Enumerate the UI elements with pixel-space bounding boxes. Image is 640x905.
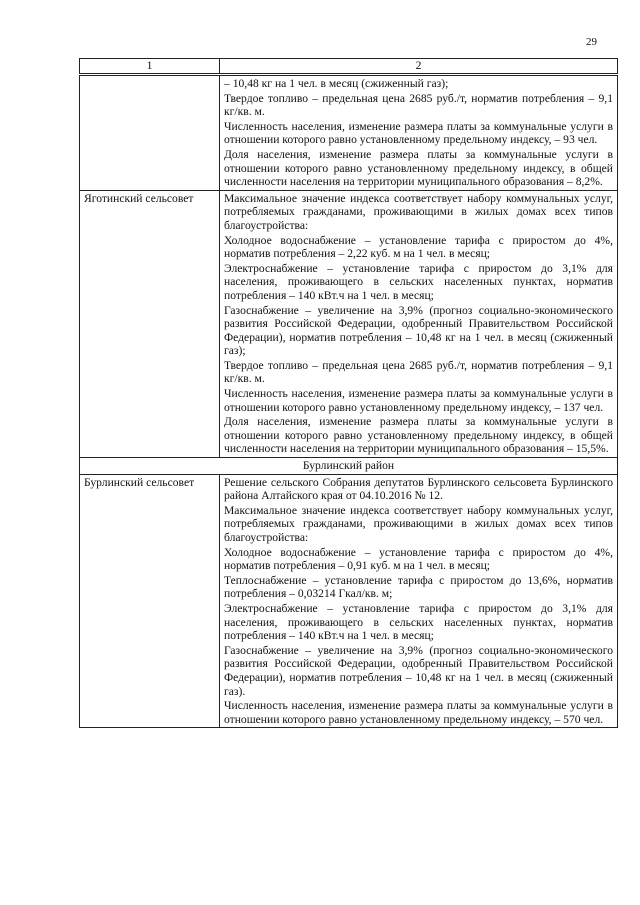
table-row (80, 474, 618, 728)
settlement-cell: Бурлинский сельсовет (80, 474, 220, 728)
paragraph: Численность населения, изменение размера платы за коммунальные услуги в отношении которого равно установленному предельному индексу, – 93 чел. (224, 119, 613, 147)
table-row (80, 75, 618, 191)
paragraph: Электроснабжение – установление тарифа с приростом до 3,1% для населения, проживающего в сельских населенных пунктах, норматив потребления – 140 кВт.ч на 1 чел. в месяц; (224, 601, 613, 643)
column-header-1: 1 (80, 59, 220, 75)
paragraph: Максимальное значение индекса соответствует набору коммунальных услуг, потребляемых гражданами, проживающими в жилых домах всех типов благоустройства: (224, 191, 613, 232)
paragraph: Твердое топливо – предельная цена 2685 руб./т, норматив потребления – 9,1 кг/кв. м. (224, 91, 613, 119)
paragraph: Твердое топливо – предельная цена 2685 руб./т, норматив потребления – 9,1 кг/кв. м. (224, 358, 613, 386)
paragraph: Решение сельского Собрания депутатов Бурлинского сельсовета Бурлинского района Алтайского края от 04.10.2016 № 12. (224, 475, 613, 503)
region-heading: Бурлинский район (80, 458, 618, 475)
description-cell (220, 190, 618, 457)
paragraph: Газоснабжение – увеличение на 3,9% (прогноз социально-экономического развития Российской Федерации, одобренный Правительством Российской Федерации), норматив потребления – 10,48 кг на 1 чел. в месяц (сжиженный газ). (224, 643, 613, 698)
paragraph: Максимальное значение индекса соответствует набору коммунальных услуг, потребляемых гражданами, проживающими в жилых домах всех типов благоустройства: (224, 503, 613, 544)
paragraph: Холодное водоснабжение – установление тарифа с приростом до 4%, норматив потребления – 0,91 куб. м на 1 чел. в месяц; (224, 545, 613, 573)
table-header-row (80, 59, 618, 75)
paragraph: Электроснабжение – установление тарифа с приростом до 3,1% для населения, проживающего в сельских населенных пунктах, норматив потребления – 140 кВт.ч на 1 чел. в месяц; (224, 261, 613, 302)
page-number: 29 (586, 36, 597, 48)
settlement-cell: Яготинский сельсовет (80, 190, 220, 457)
description-cell (220, 75, 618, 191)
paragraph: Газоснабжение – увеличение на 3,9% (прогноз социально-экономического развития Российской Федерации, одобренный Правительством Российской Федерации), норматив потребления – 10,48 кг на 1 чел. в месяц (сжиженный газ); (224, 303, 613, 358)
paragraph: Численность населения, изменение размера платы за коммунальные услуги в отношении которого равно установленному предельному индексу, – 570 чел. (224, 699, 613, 726)
description-cell (220, 474, 618, 728)
paragraph: Теплоснабжение – установление тарифа с приростом до 13,6%, норматив потребления – 0,03214 Гкал/кв. м; (224, 573, 613, 601)
paragraph: Холодное водоснабжение – установление тарифа с приростом до 4%, норматив потребления – 2,22 куб. м на 1 чел. в месяц; (224, 233, 613, 261)
paragraph: Доля населения, изменение размера платы за коммунальные услуги в отношении которого равно установленному предельному индексу, в общей численности населения на территории муниципального образования – 15,5%. (224, 415, 613, 456)
region-heading-row (80, 458, 618, 475)
paragraph: Численность населения, изменение размера платы за коммунальные услуги в отношении которого равно установленному предельному индексу, – 137 чел. (224, 387, 613, 414)
paragraph: Доля населения, изменение размера платы за коммунальные услуги в отношении которого равно установленному предельному индексу, в общей численности населения на территории муниципального образования – 8,2%. (224, 147, 613, 189)
settlement-cell (80, 75, 220, 191)
paragraph: – 10,48 кг на 1 чел. в месяц (сжиженный газ); (224, 77, 449, 90)
column-header-2: 2 (220, 59, 618, 75)
tariff-table (79, 58, 618, 728)
table-row (80, 190, 618, 457)
